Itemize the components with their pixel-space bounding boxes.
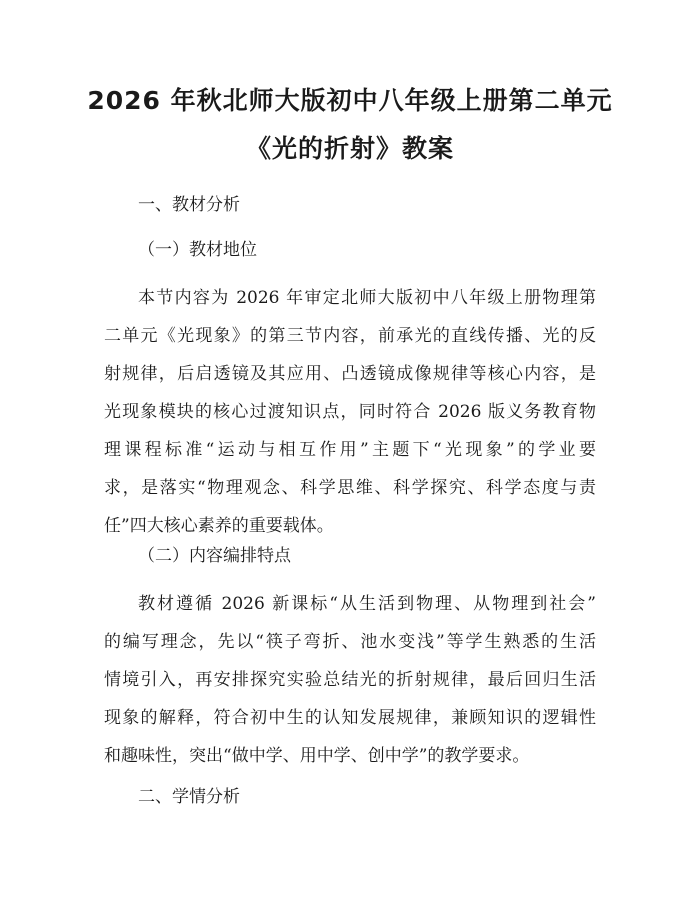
subsection-heading-textbook-position: （一）教材地位 [138,240,257,260]
paragraph-line: 和趣味性，突出“做中学、用中学、创中学”的教学要求。 [104,746,530,766]
paragraph-line: 射规律，后启透镜及其应用、凸透镜成像规律等核心内容，是 [104,364,596,384]
paragraph-content-arrangement [104,585,596,775]
subsection-heading-content-arrangement: （二）内容编排特点 [138,546,291,566]
paragraph-line: 本节内容为 2026 年审定北师大版初中八年级上册物理第 [138,288,596,308]
paragraph-line: 的编写理念，先以“筷子弯折、池水变浅”等学生熟悉的生活 [104,632,596,652]
section-heading-student-analysis: 二、学情分析 [138,787,240,807]
paragraph-line: 任”四大核心素养的重要载体。 [104,516,334,536]
paragraph-line: 教材遵循 2026 新课标“从生活到物理、从物理到社会” [138,594,596,614]
paragraph-line: 二单元《光现象》的第三节内容，前承光的直线传播、光的反 [104,326,596,346]
paragraph-line: 现象的解释，符合初中生的认知发展规律，兼顾知识的逻辑性 [104,708,596,728]
paragraph-line: 求，是落实“物理观念、科学思维、科学探究、科学态度与责 [104,478,596,498]
section-heading-textbook-analysis: 一、教材分析 [138,195,240,215]
document-title-line-2: 《光的折射》教案 [245,134,454,163]
paragraph-line: 理课程标准“运动与相互作用”主题下“光现象”的学业要 [104,440,596,460]
paragraph-line: 光现象模块的核心过渡知识点，同时符合 2026 版义务教育物 [104,402,596,422]
document-title-line-1: 2026 年秋北师大版初中八年级上册第二单元 [87,86,613,115]
paragraph-textbook-position [104,279,596,545]
paragraph-line: 情境引入，再安排探究实验总结光的折射规律，最后回归生活 [104,670,596,690]
